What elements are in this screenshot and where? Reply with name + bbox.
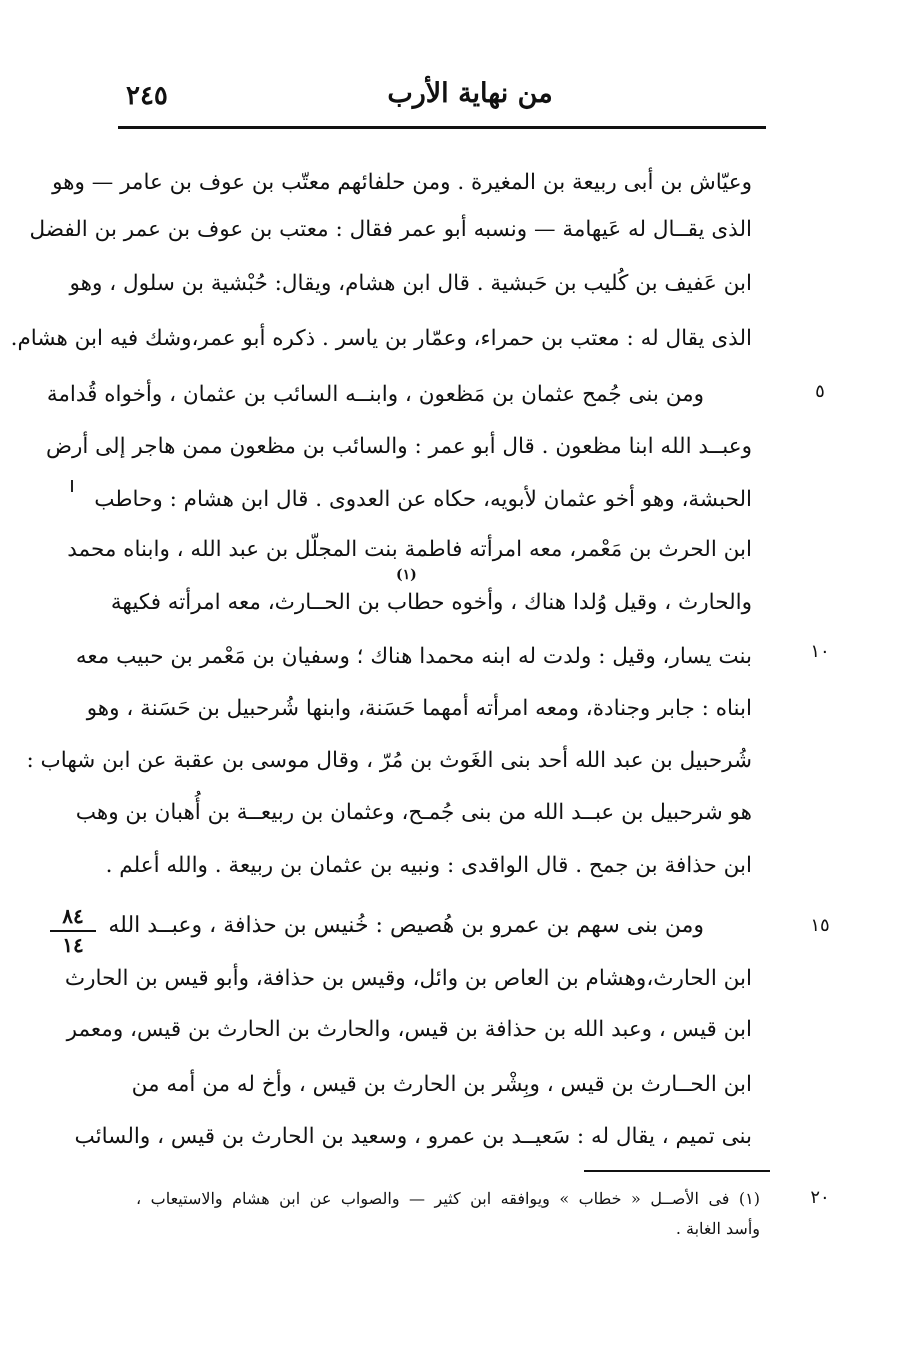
page-number: ٢٤٥ <box>126 81 168 111</box>
text-line: بنى تميم ، يقال له : سَعيــد بن عمرو ، وسعيد بن الحارث بن قيس ، والسائب <box>74 1124 752 1149</box>
text-line: والحارث ، وقيل وُلدا هناك ، وأخوه حطاب بن الحــارث، معه امرأته فكيهة <box>110 590 752 615</box>
footnote-text: وأسد الغابة . <box>675 1219 760 1238</box>
footnote-text: (١) فى الأصــل « خطاب » ويوافقه ابن كثير — والصواب عن ابن هشام والاستيعاب ، <box>136 1189 760 1208</box>
margin-line-number: ٢٠ <box>810 1187 830 1208</box>
running-title: من نهاية الأرب <box>387 78 553 109</box>
footnote-rule <box>584 1170 770 1172</box>
text-line: ابن الحارث،وهشام بن العاص بن وائل، وقيس بن حذافة، وأبو قيس بن الحارث <box>64 966 752 991</box>
text-line: وعيّاش بن أبى ربيعة بن المغيرة . ومن حلفائهم معتّب بن عوف بن عامر — وهو <box>52 170 752 195</box>
original-page-divider <box>50 930 96 932</box>
text-line: الذى يقال له : معتب بن حمراء، وعمّار بن ياسر . ذكره أبو عمر،وشك فيه ابن هشام. <box>10 326 752 351</box>
text-line: ومن بنى سهم بن عمرو بن هُصيص : خُنيس بن حذافة ، وعبــد الله <box>108 913 704 938</box>
text-line: الذى يقــال له عَيهامة — ونسبه أبو عمر فقال : معتب بن عوف بن عمر بن الفضل <box>29 217 752 242</box>
original-page-number-top: ٨٤ <box>62 904 84 928</box>
text-line: ابن الحرث بن مَعْمر، معه امرأته فاطمة بنت المجلّل بن عبد الله ، وابناه محمد <box>67 537 752 562</box>
text-line: بنت يسار، وقيل : ولدت له ابنه محمدا هناك ؛ وسفيان بن مَعْمر بن حبيب معه <box>75 644 752 669</box>
text-line: شُرحبيل بن عبد الله أحد بنى الغَوث بن مُرّ ، وقال موسى بن عقبة عن ابن شهاب : <box>26 748 752 773</box>
text-line: ابن قيس ، وعبد الله بن حذافة بن قيس، والحارث بن الحارث بن قيس، ومعمر <box>66 1017 752 1042</box>
margin-line-number: ١٥ <box>810 915 830 936</box>
margin-mark <box>71 480 73 492</box>
original-page-number-bottom: ١٤ <box>62 933 84 957</box>
text-line: الحبشة، وهو أخو عثمان لأبويه، حكاه عن العدوى . قال ابن هشام : وحاطب <box>94 487 752 512</box>
footnote-reference: (١) <box>396 567 417 583</box>
text-line: ابن عَفيف بن كُليب بن حَبشية . قال ابن هشام، ويقال: حُبْشية بن سلول ، وهو <box>69 271 752 296</box>
header-rule <box>118 126 766 129</box>
margin-line-number: ٥ <box>815 381 825 402</box>
text-line: وعبــد الله ابنا مظعون . قال أبو عمر : والسائب بن مظعون ممن هاجر إلى أرض <box>45 434 752 459</box>
text-line: ابن الحــارث بن قيس ، وبِشْر بن الحارث بن قيس ، وأخ له من أمه من <box>131 1072 752 1097</box>
text-line: هو شرحبيل بن عبــد الله من بنى جُمـح، وعثمان بن ربيعــة بن أُهبان بن وهب <box>75 800 752 825</box>
text-line: ابن حذافة بن جمح . قال الواقدى : ونبيه بن عثمان بن ربيعة . والله أعلم . <box>105 853 752 878</box>
text-line: ومن بنى جُمح عثمان بن مَظعون ، وابنــه السائب بن عثمان ، وأخواه قُدامة <box>46 382 704 407</box>
margin-line-number: ١٠ <box>810 641 830 662</box>
text-line: ابناه : جابر وجنادة، ومعه امرأته أمهما حَسَنة، وابنها شُرحبيل بن حَسَنة ، وهو <box>86 696 752 721</box>
